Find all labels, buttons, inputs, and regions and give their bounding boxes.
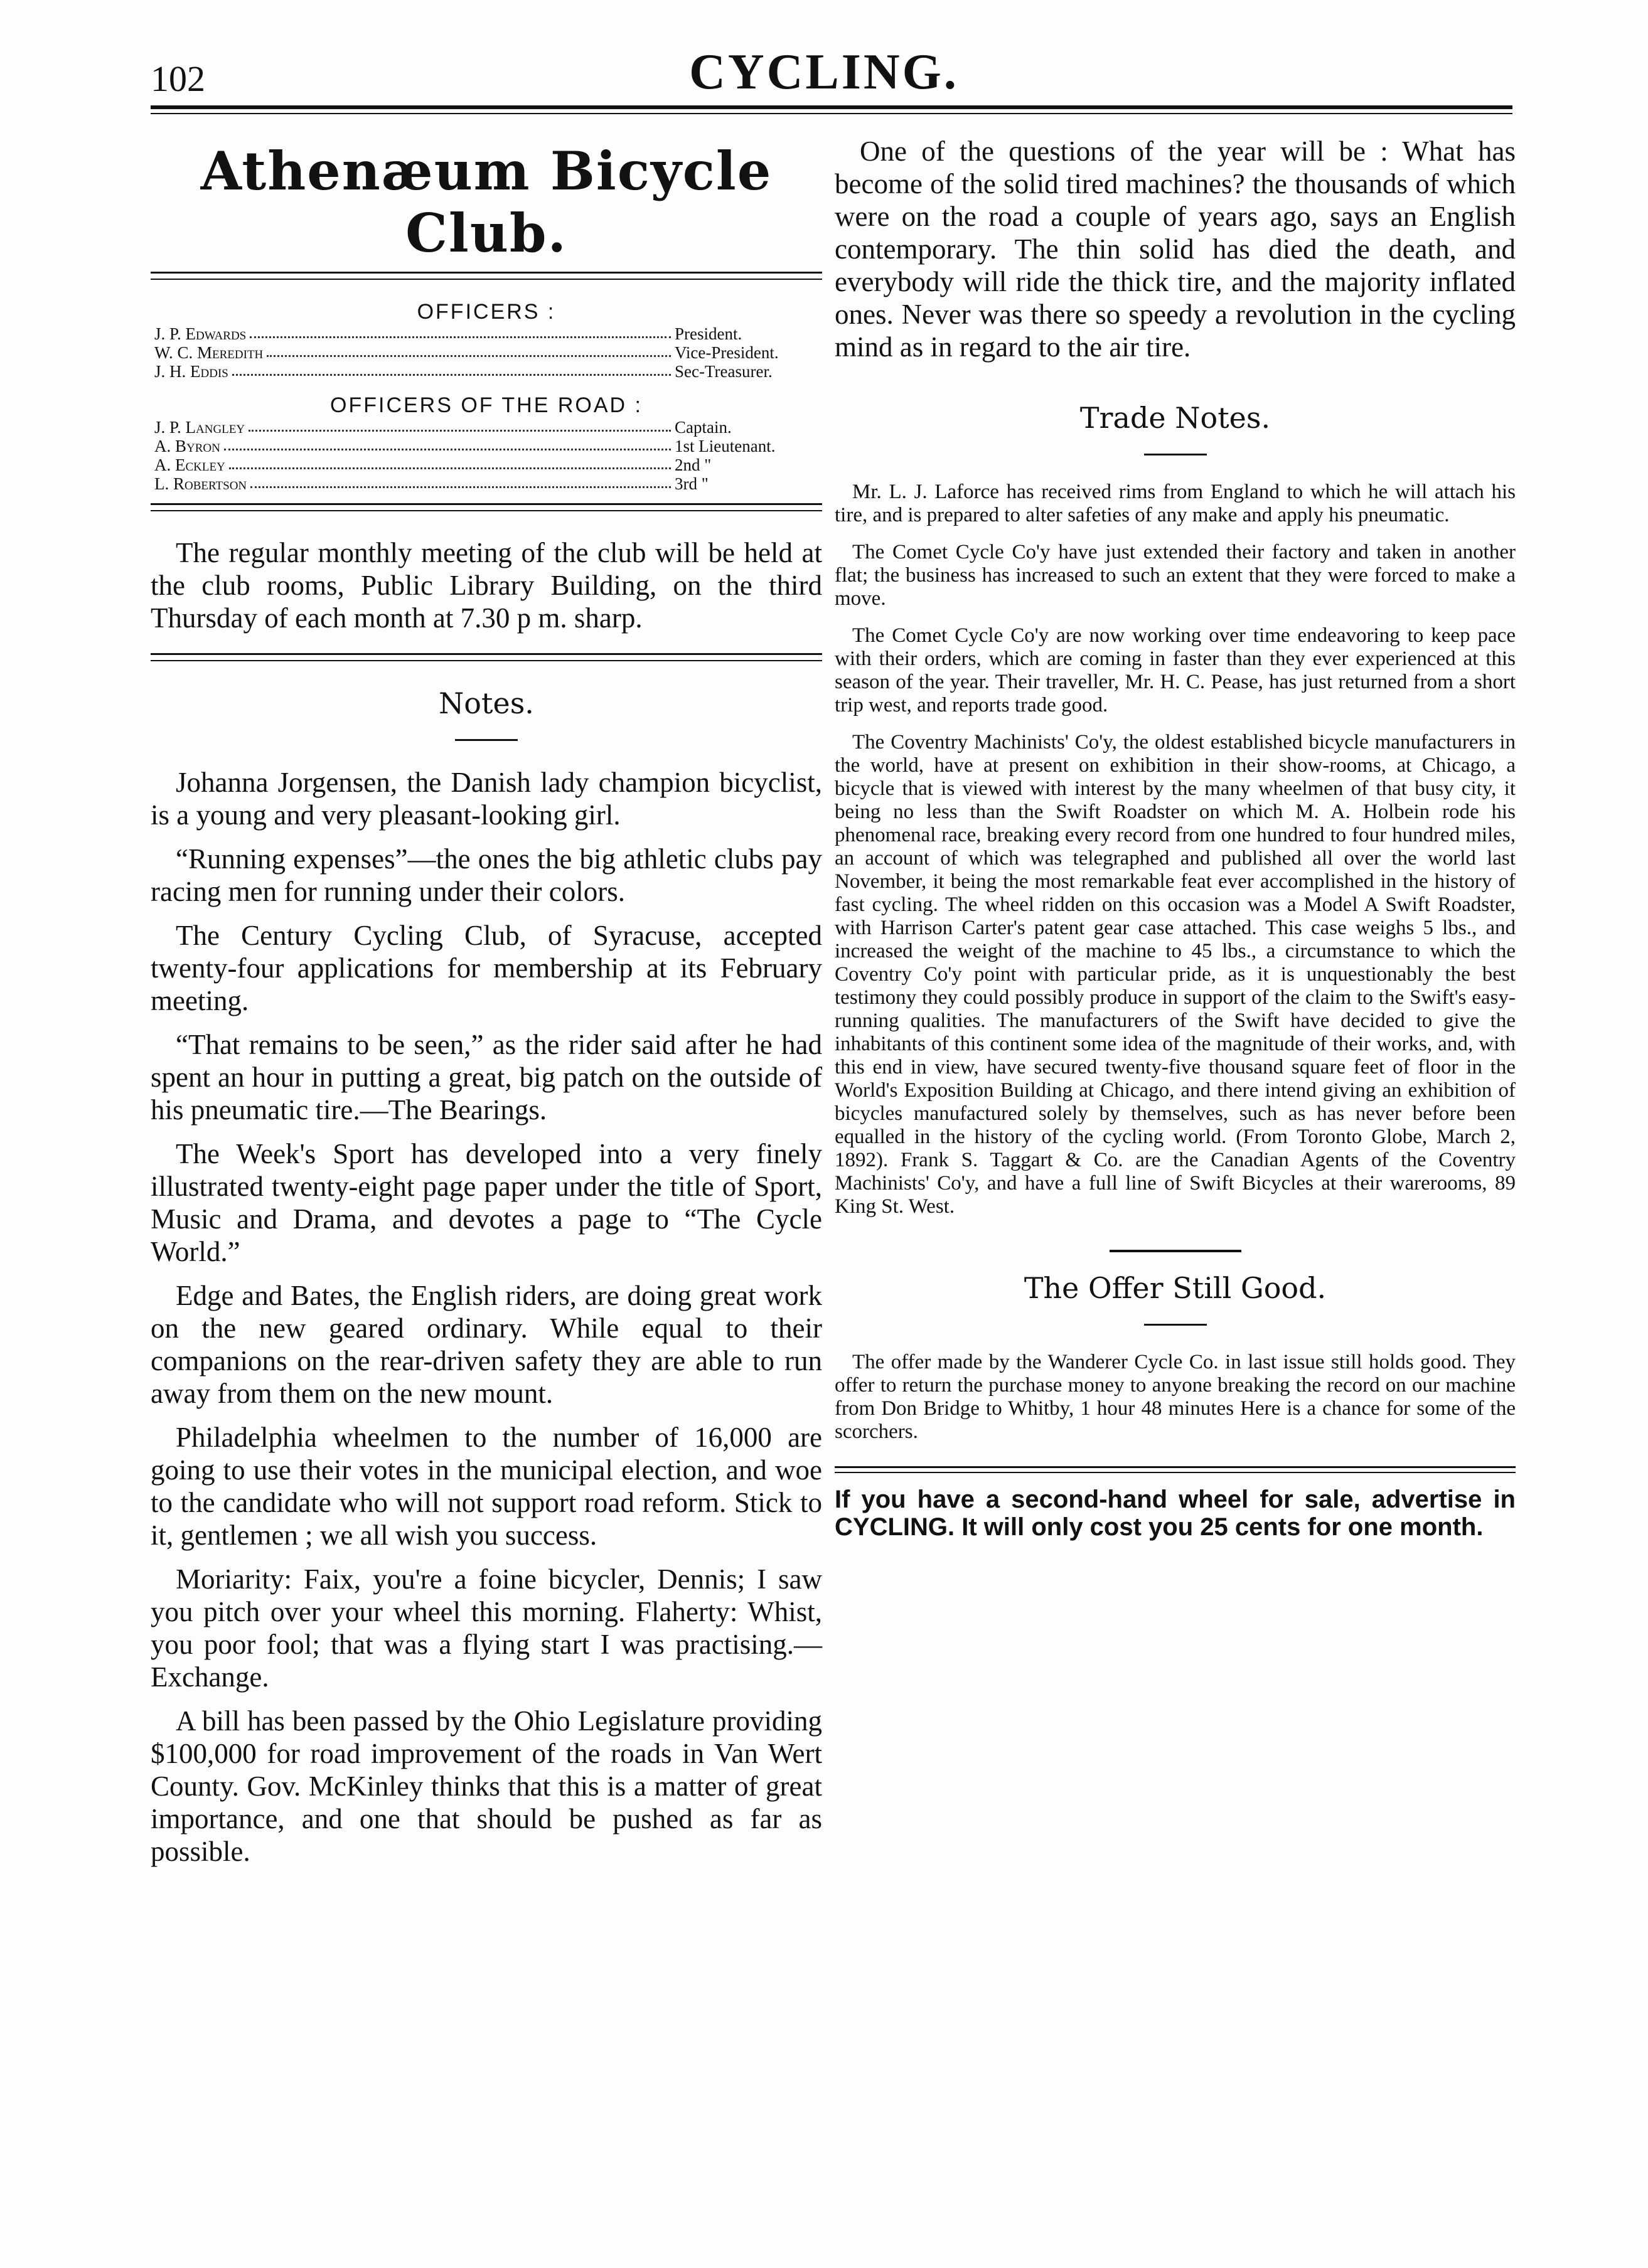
solid-tires-article [835, 135, 1516, 363]
meeting-notice: The regular monthly meeting of the club will be held at the club rooms, Public Library Building, on the third Thursday of each month at 7.30 p m. sharp. [151, 537, 822, 634]
officer-row: A. Eckley 2nd " [154, 455, 712, 474]
trade-note-paragraph: The Coventry Machinists' Co'y, the oldest established bicycle manufacturers in the world, have at present on exhibition in their show-rooms, at Chicago, a bicycle that is viewed with interest by the many wheelmen of that busy city, it being no less than the Swift Roadster on which M. A. Holbein rode his phenomenal race, breaking every record from one hundred to four hundred miles, an account of which was telegraphed and published all over the world last November, it being the most remarkable feat ever accomplished in the history of fast cycling. The wheel ridden on this occasion was a Model A Swift Roadster, with Harrison Carter's patent gear case attached. This case weighs 5 lbs., and increased the weight of the machine to 45 lbs., a circumstance to which the Coventry Co'y point with particular pride, as it is unquestionably the best testimony they could possibly produce in support of the claim to the Swift's easy-running qualities. The manufacturers of the Swift have decided to give the inhabitants of this continent some idea of the magnitude of their works, and, with this end in view, have secured twenty-five thousand square feet of floor in the World's Exposition Building at Chicago, and there intend giving an exhibition of bicycles manufactured solely by themselves, such as has never before been equalled in the history of the cycling world. (From Toronto Globe, March 2, 1892). Frank S. Taggart & Co. are the Canadian Agents of the Coventry Machinists' Co'y, and have a full line of Swift Bicycles at their warerooms, 89 King St. West. [835, 731, 1516, 1218]
header-rule [151, 105, 1512, 114]
note-paragraph: “That remains to be seen,” as the rider said after he had spent an hour in putting a great, big patch on the outside of his pneumatic tire.—The Bearings. [151, 1029, 822, 1126]
offer-title: The Offer Still Good. [1024, 1271, 1327, 1305]
page-number: 102 [151, 58, 205, 99]
classified-ad: If you have a second-hand wheel for sale, advertise in CYCLING. It will only cost you 25 cents for one month. [835, 1486, 1516, 1541]
notes-title: Notes. [439, 686, 534, 720]
divider [151, 503, 822, 511]
officer-row: L. Robertson 3rd " [154, 474, 709, 493]
trade-notes-title: Trade Notes. [1079, 401, 1271, 435]
officer-row: J. P. Langley Captain. [154, 418, 732, 437]
divider [151, 272, 822, 280]
trade-note-paragraph: The Comet Cycle Co'y have just extended their factory and taken in another flat; the business has increased to such an extent that they were forced to make a move. [835, 541, 1516, 610]
officer-row: A. Byron 1st Lieutenant. [154, 437, 776, 455]
trade-note-paragraph: Mr. L. J. Laforce has received rims from England to which he will attach his tire, and is prepared to alter safeties of any make and apply his pneumatic. [835, 481, 1516, 526]
officer-row: J. P. Edwards President. [154, 324, 742, 343]
note-paragraph: “Running expenses”—the ones the big athletic clubs pay racing men for running under their colors. [151, 843, 822, 907]
officer-row: W. C. Meredith Vice-President. [154, 343, 779, 362]
officers-list [151, 324, 822, 381]
divider [151, 653, 822, 661]
officers-heading: OFFICERS : [417, 300, 556, 324]
divider [1144, 454, 1207, 455]
note-paragraph: A bill has been passed by the Ohio Legislature providing $100,000 for road improvement of the roads in Van Wert County. Gov. McKinley thinks that this is a matter of great importance, and one that should be pushed as far as possible. [151, 1705, 822, 1867]
divider [835, 1466, 1516, 1473]
masthead: CYCLING. [689, 45, 959, 100]
divider [1144, 1324, 1207, 1326]
offer-body [835, 1351, 1516, 1444]
officer-row: J. H. Eddis Sec-Treasurer. [154, 362, 773, 381]
note-paragraph: The Century Cycling Club, of Syracuse, accepted twenty-four applications for membership at its February meeting. [151, 920, 822, 1016]
trade-notes-body [835, 481, 1516, 1218]
divider [455, 739, 518, 741]
divider [1110, 1250, 1241, 1252]
solid-tires-paragraph: One of the questions of the year will be : What has become of the solid tired machines? the thousands of which were on the road a couple of years ago, says an English contemporary. The thin solid has died the death, and everybody will ride the thick tire, and the majority inflated ones. Never was there so speedy a revolution in the cycling mind as in regard to the air tire. [835, 136, 1516, 363]
note-paragraph: Philadelphia wheelmen to the number of 16,000 are going to use their votes in the municipal election, and woe to the candidate who will not support road reform. Stick to it, gentlemen ; we all wish you success. [151, 1422, 822, 1551]
trade-note-paragraph: The Comet Cycle Co'y are now working over time endeavoring to keep pace with their orders, which are coming in faster than they ever experienced at this season of the year. Their traveller, Mr. H. C. Pease, has just returned from a short trip west, and reports trade good. [835, 624, 1516, 716]
road-officers-heading: OFFICERS OF THE ROAD : [330, 393, 643, 417]
offer-paragraph: The offer made by the Wanderer Cycle Co. in last issue still holds good. They offer to return the purchase money to anyone breaking the record on our machine from Don Bridge to Whitby, 1 hour 48 minutes Here is a chance for some of the scorchers. [835, 1351, 1516, 1443]
left-column [151, 122, 822, 1879]
note-paragraph: Moriarity: Faix, you're a foine bicycler, Dennis; I saw you pitch over your wheel this morning. Flaherty: Whist, you poor fool; that was a flying start I was practising.—Exchange. [151, 1563, 822, 1693]
note-paragraph: The Week's Sport has developed into a very finely illustrated twenty-eight page paper under the title of Sport, Music and Drama, and devotes a page to “The Cycle World.” [151, 1138, 822, 1267]
club-title: Athenæum Bicycle Club. [200, 140, 773, 264]
note-paragraph: Edge and Bates, the English riders, are doing great work on the new geared ordinary. While equal to their companions on the rear-driven safety they are able to run away from them on the new mount. [151, 1280, 822, 1409]
road-officers-list [151, 418, 822, 493]
right-column [835, 122, 1516, 1541]
note-paragraph: Johanna Jorgensen, the Danish lady champion bicyclist, is a young and very pleasant-looking girl. [151, 767, 822, 831]
page-header [0, 0, 1648, 107]
notes-body [151, 766, 822, 1868]
